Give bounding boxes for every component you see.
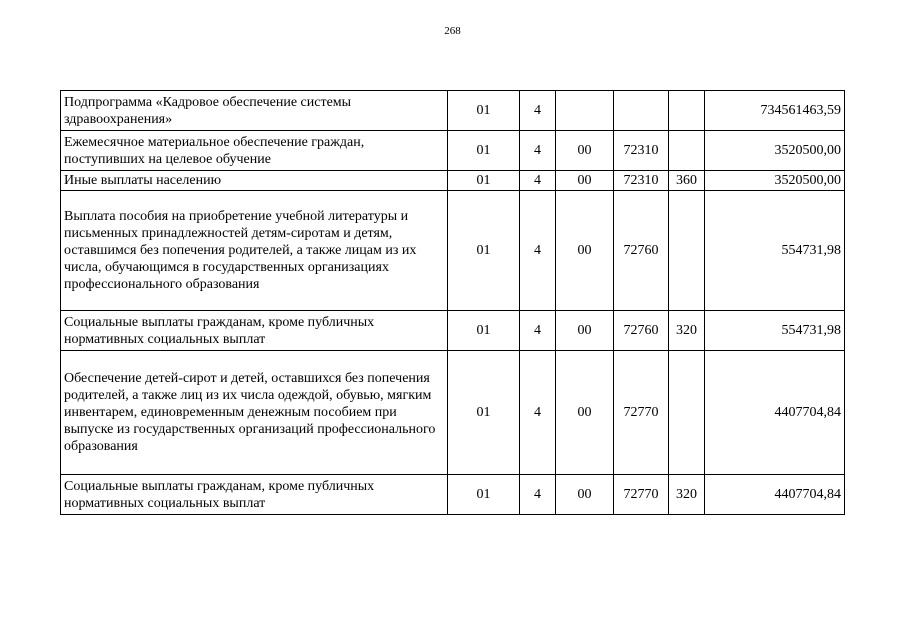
program-code: 01 [448, 131, 520, 171]
amount: 734561463,59 [705, 91, 845, 131]
expense-code: 72760 [614, 311, 669, 351]
subprogram-code: 4 [520, 171, 556, 191]
direction-code: 00 [556, 351, 614, 475]
table-row [61, 351, 845, 475]
expense-type-code: 320 [669, 311, 705, 351]
program-code: 01 [448, 191, 520, 311]
page-number: 268 [444, 25, 461, 37]
program-code: 01 [448, 351, 520, 475]
expense-code: 72760 [614, 191, 669, 311]
direction-code: 00 [556, 131, 614, 171]
subprogram-code: 4 [520, 351, 556, 475]
amount: 4407704,84 [705, 351, 845, 475]
program-code: 01 [448, 91, 520, 131]
program-code: 01 [448, 171, 520, 191]
amount: 554731,98 [705, 311, 845, 351]
subprogram-code: 4 [520, 191, 556, 311]
expense-type-code [669, 131, 705, 171]
direction-code: 00 [556, 171, 614, 191]
item-name: Социальные выплаты гражданам, кроме публичных нормативных социальных выплат [61, 311, 448, 351]
program-code: 01 [448, 475, 520, 515]
amount: 4407704,84 [705, 475, 845, 515]
item-name: Подпрограмма «Кадровое обеспечение системы здравоохранения» [61, 91, 448, 131]
table-row [61, 91, 845, 131]
table-row [61, 475, 845, 515]
amount: 3520500,00 [705, 131, 845, 171]
expense-type-code [669, 191, 705, 311]
expense-code: 72770 [614, 475, 669, 515]
expense-type-code [669, 91, 705, 131]
program-code: 01 [448, 311, 520, 351]
expense-type-code: 320 [669, 475, 705, 515]
table-row [61, 131, 845, 171]
expense-code: 72770 [614, 351, 669, 475]
item-name: Ежемесячное материальное обеспечение граждан, поступивших на целевое обучение [61, 131, 448, 171]
expense-type-code [669, 351, 705, 475]
subprogram-code: 4 [520, 131, 556, 171]
expense-code [614, 91, 669, 131]
table-row [61, 171, 845, 191]
subprogram-code: 4 [520, 311, 556, 351]
direction-code: 00 [556, 311, 614, 351]
amount: 554731,98 [705, 191, 845, 311]
item-name: Обеспечение детей-сирот и детей, оставшихся без попечения родителей, а также лиц из их числа одеждой, обувью, мягким инвентарем, единовременным денежным пособием при выпуске из государственных организаций профессионального образования [61, 351, 448, 475]
table-row [61, 311, 845, 351]
amount: 3520500,00 [705, 171, 845, 191]
subprogram-code: 4 [520, 91, 556, 131]
direction-code: 00 [556, 191, 614, 311]
item-name: Иные выплаты населению [61, 171, 448, 191]
item-name: Социальные выплаты гражданам, кроме публичных нормативных социальных выплат [61, 475, 448, 515]
expense-code: 72310 [614, 171, 669, 191]
item-name: Выплата пособия на приобретение учебной литературы и письменных принадлежностей детям-сиротам и детям, оставшимся без попечения родителей, а также лицам из их числа, обучающимся в государственных организациях профессионального образования [61, 191, 448, 311]
table-row [61, 191, 845, 311]
direction-code: 00 [556, 475, 614, 515]
expense-code: 72310 [614, 131, 669, 171]
expense-type-code: 360 [669, 171, 705, 191]
subprogram-code: 4 [520, 475, 556, 515]
budget-table [60, 90, 845, 515]
direction-code [556, 91, 614, 131]
